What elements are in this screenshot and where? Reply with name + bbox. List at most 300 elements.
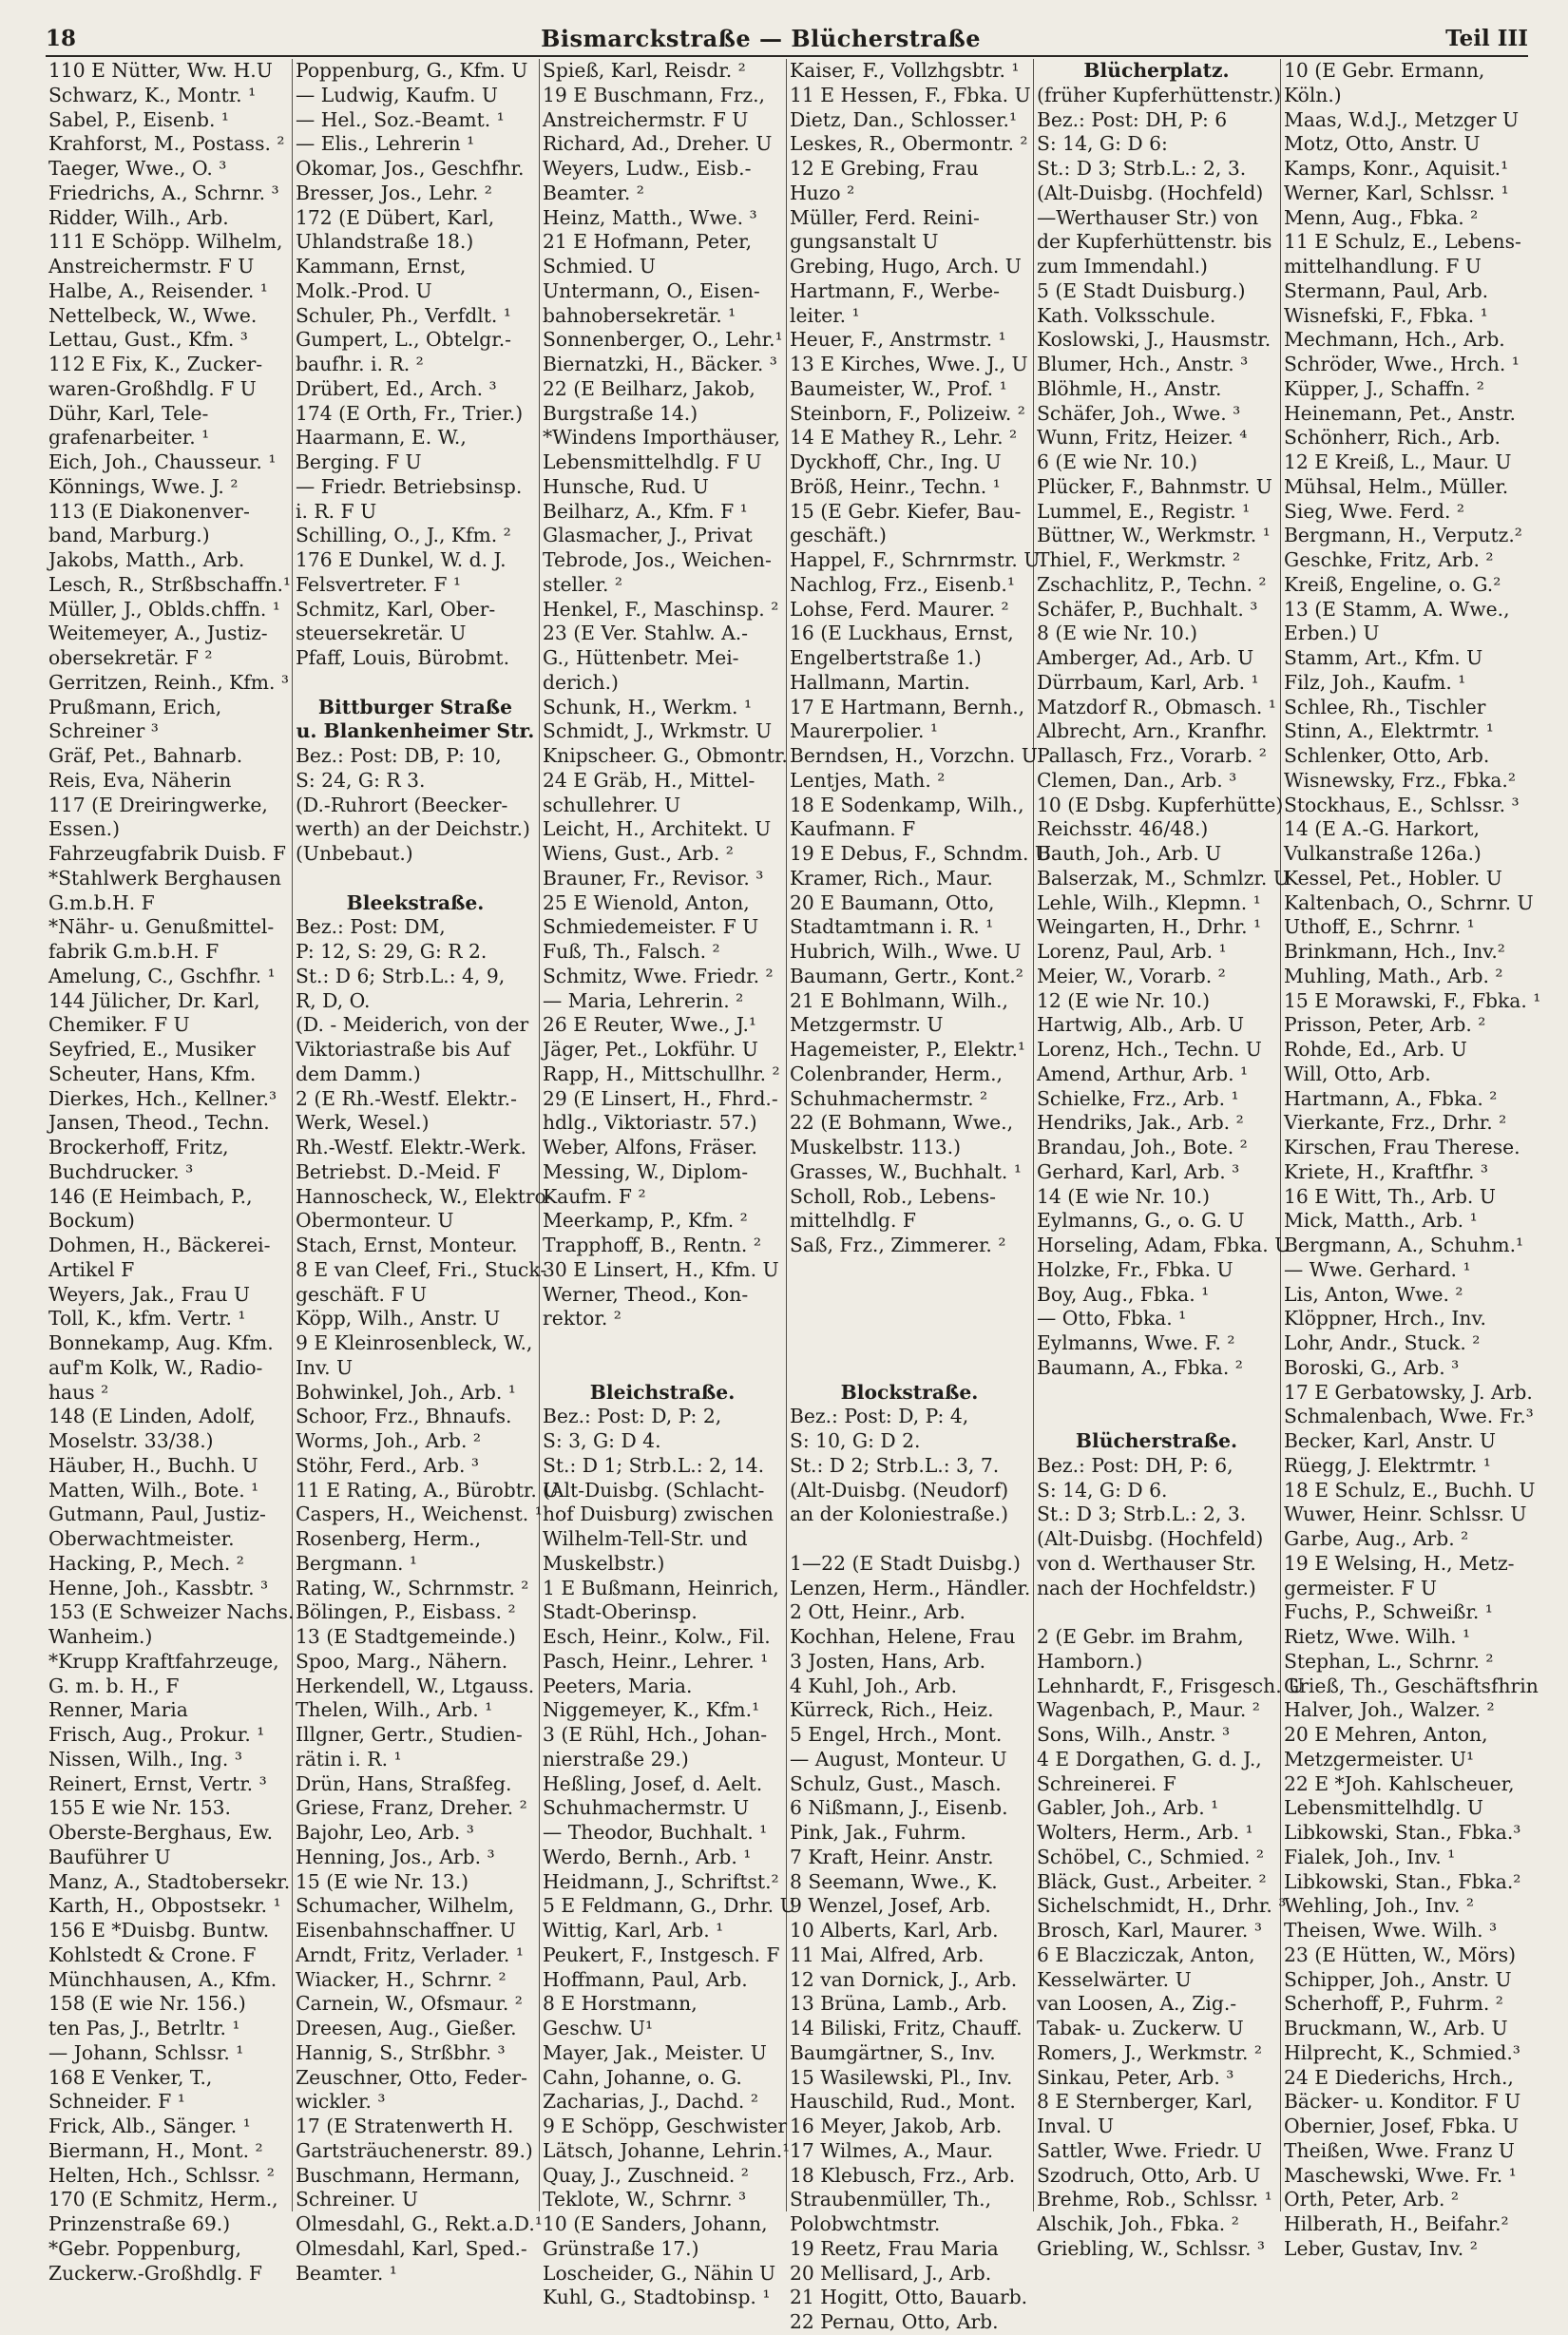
entry-line: 19 Reetz, Frau Maria (790, 2236, 999, 2260)
entry-line: Stach, Ernst, Monteur. (296, 1234, 518, 1256)
entry-line: 26 E Reuter, Wwe., J.¹ (543, 1013, 757, 1037)
entry-line: Hilberath, H., Beifahr.² (1284, 2212, 1509, 2235)
entry-line: Carnein, W., Ofsmaur. ² (296, 1992, 523, 2016)
entry-line: ten Pas, J., Betrltr. ¹ (48, 2017, 240, 2039)
entry-line: Brockerhoff, Fritz, (48, 1136, 229, 1158)
street-heading: Blücherplatz. (1083, 59, 1230, 82)
entry-line: Prinzenstraße 69.) (48, 2212, 231, 2235)
entry-line: Schilling, O., J., Kfm. ² (296, 524, 511, 547)
entry-line: Rh.-Westf. Elektr.-Werk. (296, 1136, 526, 1158)
entry-line: obersekretär. F ² (48, 646, 213, 669)
section-label: Teil III (1445, 25, 1528, 51)
entry-line: Heuer, F., Anstrmstr. ¹ (790, 328, 1006, 352)
entry-line: Schmitz, Wwe. Friedr. ² (543, 964, 774, 987)
entry-line: Leicht, H., Architekt. U (543, 817, 772, 841)
entry-line: Bez.: Post: DH, P: 6 (1037, 107, 1228, 131)
entry-line: Kamps, Konr., Aquisit.¹ (1284, 157, 1509, 180)
entry-line: Plücker, F., Bahnmstr. U (1037, 474, 1272, 498)
entry-line: 25 E Wienold, Anton, (543, 890, 750, 914)
entry-line: 13 (E Stamm, A. Wwe., (1284, 597, 1510, 621)
entry-line: 21 E Bohlmann, Wilh., (790, 988, 1008, 1012)
entry-line: Brehme, Rob., Schlssr. ¹ (1037, 2188, 1272, 2211)
entry-line: 10 Alberts, Karl, Arb. (790, 1919, 999, 1942)
blank-line (1037, 1405, 1276, 1429)
entry-line: Lesch, R., Strßbschaffn.¹ (48, 572, 292, 596)
entry-line: Lorenz, Hch., Techn. U (1037, 1038, 1262, 1061)
entry-line: Wehling, Joh., Inv. ² (1284, 1894, 1475, 1918)
entry-line: 110 E Nütter, Ww. H.U (48, 59, 273, 82)
entry-line: Lebensmittelhdlg. U (1284, 1796, 1483, 1820)
entry-line: Henning, Jos., Arb. ³ (296, 1845, 495, 1868)
entry-line: Muhling, Math., Arb. ² (1284, 964, 1503, 987)
entry-line: G. m. b. H., F (48, 1674, 180, 1697)
blank-line (790, 1356, 1029, 1381)
entry-line: 144 Jülicher, Dr. Karl, (48, 988, 260, 1012)
entry-line: Bonnekamp, Aug. Kfm. (48, 1331, 274, 1354)
entry-line: 176 E Dunkel, W. d. J. (296, 548, 507, 571)
entry-line: Lorenz, Paul, Arb. ¹ (1037, 940, 1227, 963)
entry-line: Scherhoff, P., Fuhrm. ² (1284, 1992, 1503, 2016)
entry-line: 22 Pernau, Otto, Arb. (790, 2310, 999, 2333)
entry-line: Kochhan, Helene, Frau (790, 1625, 1016, 1648)
entry-line: Mühsal, Helm., Müller. (1284, 474, 1509, 498)
entry-line: 146 (E Heimbach, P., (48, 1184, 253, 1208)
entry-line: rektor. ² (543, 1307, 621, 1330)
entry-line: Oberwachtmeister. (48, 1527, 235, 1550)
entry-line: Schumacher, Wilhelm, (296, 1894, 515, 1918)
entry-line: 113 (E Diakonenver- (48, 499, 250, 523)
entry-line: Meier, W., Vorarb. ² (1037, 964, 1226, 987)
entry-line: Stockhaus, E., Schlssr. ³ (1284, 793, 1520, 816)
entry-line: Geschke, Fritz, Arb. ² (1284, 548, 1494, 571)
entry-line: Wisnewsky, Frz., Fbka.² (1284, 768, 1516, 792)
entry-line: Mayer, Jak., Meister. U (543, 2040, 767, 2064)
entry-line: Tabak- u. Zuckerw. U (1037, 2017, 1244, 2039)
page-header (46, 21, 1528, 55)
entry-line: Hannoscheck, W., Elektro- (296, 1184, 553, 1208)
entry-line: wickler. ³ (296, 2090, 386, 2114)
entry-line: rätin i. R. ¹ (296, 1747, 402, 1770)
entry-line: Sattler, Wwe. Friedr. U (1037, 2138, 1262, 2162)
entry-line: leiter. ¹ (790, 303, 860, 327)
entry-line: Bölingen, P., Eisbass. ² (296, 1600, 516, 1624)
blank-line (1037, 1381, 1276, 1406)
entry-line: Tebrode, Jos., Weichen- (543, 548, 772, 571)
entry-line: Dietz, Dan., Schlosser.¹ (790, 107, 1018, 131)
entry-line: Berndsen, H., Vorzchn. U (790, 744, 1038, 767)
entry-line: Hauschild, Rud., Mont. (790, 2090, 1016, 2114)
entry-line: *Nähr- u. Genußmittel- (48, 915, 275, 939)
entry-line: 16 (E Luckhaus, Ernst, (790, 622, 1014, 645)
entry-line: Biermann, H., Mont. ² (48, 2138, 263, 2162)
entry-line: 14 (E A.-G. Harkort, (1284, 817, 1481, 841)
entry-line: Theisen, Wwe. Wilh. ³ (1284, 1919, 1498, 1942)
entry-line: Nettelbeck, W., Wwe. (48, 303, 258, 327)
entry-line: Maschewski, Wwe. Fr. ¹ (1284, 2163, 1517, 2187)
entry-line: Schmitz, Karl, Ober- (296, 597, 496, 621)
street-heading: Blücherstraße. (1075, 1429, 1238, 1452)
entry-line: 22 (E Beilharz, Jakob, (543, 376, 755, 400)
entry-line: Fuchs, P., Schweißr. ¹ (1284, 1600, 1493, 1624)
entry-line: Lohse, Ferd. Maurer. ² (790, 597, 1009, 621)
entry-line: Will, Otto, Arb. (1284, 1062, 1431, 1085)
entry-line: Essen.) (48, 817, 121, 841)
entry-line: 13 (E Stadtgemeinde.) (296, 1625, 516, 1648)
entry-line: Erben.) U (1284, 622, 1380, 645)
entry-line: Griese, Franz, Dreher. ² (296, 1796, 527, 1820)
entry-line: van Loosen, A., Zig.- (1037, 1992, 1237, 2016)
entry-line: Bez.: Post: D, P: 4, (790, 1405, 969, 1428)
entry-line: 22 E *Joh. Kahlscheuer, (1284, 1771, 1515, 1795)
entry-line: Eich, Joh., Chausseur. ¹ (48, 450, 277, 473)
entry-line: Worms, Joh., Arb. ² (296, 1429, 481, 1452)
blank-line (790, 1527, 1029, 1552)
entry-line: Köln.) (1284, 83, 1342, 106)
entry-line: Müller, Ferd. Reini- (790, 205, 980, 229)
entry-line: Schwarz, K., Montr. ¹ (48, 83, 257, 106)
entry-line: Heinz, Matth., Wwe. ³ (543, 205, 757, 229)
entry-line: Straubenmüller, Th., (790, 2188, 992, 2211)
entry-line: 19 E Debus, F., Schndm. U (790, 842, 1051, 865)
entry-line: Bohwinkel, Joh., Arb. ¹ (296, 1380, 516, 1404)
entry-line: 20 E Mehren, Anton, (1284, 1723, 1488, 1746)
entry-line: Clemen, Dan., Arb. ³ (1037, 768, 1237, 792)
entry-line: Jakobs, Matth., Arb. (48, 548, 245, 571)
entry-line: gungsanstalt U (790, 230, 939, 254)
entry-line: Drübert, Ed., Arch. ³ (296, 376, 497, 400)
entry-line: Blumer, Hch., Anstr. ³ (1037, 353, 1249, 375)
entry-line: Moselstr. 33/38.) (48, 1429, 214, 1452)
entry-line: 15 Wasilewski, Pl., Inv. (790, 2065, 1013, 2089)
entry-line: Metzgermeister. U¹ (1284, 1747, 1475, 1770)
entry-line: *Krupp Kraftfahrzeuge, (48, 1649, 279, 1673)
entry-line: Glasmacher, J., Privat (543, 524, 753, 547)
entry-line: Anstreichermstr. F U (48, 255, 255, 278)
entry-line: 15 (E Gebr. Kiefer, Bau- (790, 499, 1022, 523)
entry-line: Reichsstr. 46/48.) (1037, 817, 1209, 841)
entry-line: Klöppner, Hrch., Inv. (1284, 1307, 1486, 1330)
entry-line: Quay, J., Zuschneid. ² (543, 2163, 749, 2187)
directory-columns (46, 59, 1541, 2333)
entry-line: Wiacker, H., Schrnr. ² (296, 1967, 507, 1991)
entry-line: 5 Engel, Hrch., Mont. (790, 1723, 1003, 1746)
entry-line: Häuber, H., Buchh. U (48, 1453, 258, 1477)
entry-line: Wittig, Karl, Arb. ¹ (543, 1919, 724, 1942)
entry-line: Halver, Joh., Walzer. ² (1284, 1698, 1495, 1722)
entry-line: haus ² (48, 1380, 109, 1404)
entry-line: Schreinerei. F (1037, 1771, 1176, 1795)
entry-line: Schuler, Ph., Verfdlt. ¹ (296, 303, 511, 327)
entry-line: Münchhausen, A., Kfm. (48, 1967, 277, 1991)
entry-line: werth) an der Deichstr.) (296, 817, 530, 841)
entry-line: P: 12, S: 29, G: R 2. (296, 940, 488, 963)
entry-line: Teklote, W., Schrnr. ³ (543, 2188, 747, 2211)
entry-line: Theißen, Wwe. Franz U (1284, 2138, 1515, 2162)
entry-line: Romers, J., Werkmstr. ² (1037, 2040, 1263, 2064)
entry-line: St.: D 3; Strb.L.: 2, 3. (1037, 1502, 1247, 1526)
entry-line: Biernatzki, H., Bäcker. ³ (543, 353, 777, 375)
entry-line: (Alt-Duisbg. (Hochfeld) (1037, 181, 1264, 204)
entry-line: Kaufmann. F (790, 817, 916, 841)
entry-line: geschäft. F U (296, 1282, 428, 1306)
entry-line: Zschachlitz, P., Techn. ² (1037, 572, 1267, 596)
entry-line: Leskes, R., Obermontr. ² (790, 132, 1028, 156)
entry-line: Baumgärtner, S., Inv. (790, 2040, 996, 2064)
entry-line: Bröß, Heinr., Techn. ¹ (790, 474, 1001, 498)
entry-line: Werner, Theod., Kon- (543, 1282, 749, 1306)
entry-line: Menn, Aug., Fbka. ² (1284, 205, 1479, 229)
blank-line (790, 1258, 1029, 1283)
entry-line: Stermann, Paul, Arb. (1284, 278, 1489, 302)
entry-line: Lummel, E., Registr. ¹ (1037, 499, 1251, 523)
entry-line: 1 E Bußmann, Heinrich, (543, 1576, 779, 1599)
entry-line: Kürreck, Rich., Heiz. (790, 1698, 994, 1722)
entry-line: Inv. U (296, 1355, 354, 1379)
entry-line: 14 E Mathey R., Lehr. ² (790, 426, 1018, 450)
entry-line: 12 (E wie Nr. 10.) (1037, 988, 1210, 1012)
entry-line: Jäger, Pet., Lokführ. U (543, 1038, 758, 1061)
entry-line: Pallasch, Frz., Vorarb. ² (1037, 744, 1267, 767)
entry-line: Rohde, Ed., Arb. U (1284, 1038, 1467, 1061)
entry-line: Buschmann, Hermann, (296, 2163, 521, 2187)
entry-line: G., Hüttenbetr. Mei- (543, 646, 739, 669)
page-title: Bismarckstraße — Blücherstraße (541, 24, 982, 52)
entry-line: Obernier, Josef, Fbka. U (1284, 2115, 1520, 2137)
entry-line: Schäfer, P., Buchhalt. ³ (1037, 597, 1258, 621)
entry-line: Werk, Wesel.) (296, 1111, 430, 1135)
entry-line: Halbe, A., Reisender. ¹ (48, 278, 268, 302)
column-5 (1034, 59, 1305, 2260)
entry-line: Bez.: Post: DB, P: 10, (296, 744, 502, 767)
street-heading: Blockstraße. (840, 1380, 979, 1404)
entry-line: Schreiner. U (296, 2188, 419, 2211)
entry-line: 5 E Feldmann, G., Drhr. U (543, 1894, 796, 1918)
street-heading: Bleekstraße. (346, 890, 485, 914)
entry-line: R, D, O. (296, 988, 371, 1012)
entry-line: Wuwer, Heinr. Schlssr. U (1284, 1502, 1527, 1526)
entry-line: Messing, W., Diplom- (543, 1159, 749, 1183)
entry-line: Rosenberg, Herm., (296, 1527, 482, 1550)
entry-line: 15 (E wie Nr. 13.) (296, 1869, 468, 1893)
entry-line: Oberste-Berghaus, Ew. (48, 1821, 274, 1844)
column-3 (540, 59, 796, 2309)
entry-line: Hagemeister, P., Elektr.¹ (790, 1038, 1026, 1061)
entry-line: Hacking, P., Mech. ² (48, 1551, 244, 1575)
entry-line: Bergmann, A., Schuhm.¹ (1284, 1234, 1524, 1256)
entry-line: (D.-Ruhrort (Beecker- (296, 793, 508, 816)
entry-line: Nissen, Wilh., Ing. ³ (48, 1747, 242, 1770)
entry-line: 155 E wie Nr. 153. (48, 1796, 231, 1820)
entry-line: Küpper, J., Schaffn. ² (1284, 376, 1484, 400)
entry-line: Wisnefski, F., Fbka. ¹ (1284, 303, 1488, 327)
entry-line: mittelhdlg. F (790, 1209, 916, 1233)
entry-line: 156 E *Duisbg. Buntw. (48, 1919, 270, 1942)
entry-line: 9 E Kleinrosenbleck, W., (296, 1331, 533, 1354)
entry-line: schullehrer. U (543, 793, 681, 816)
entry-line: Hubrich, Wilh., Wwe. U (790, 940, 1022, 963)
entry-line: Pink, Jak., Fuhrm. (790, 1821, 966, 1844)
entry-line: Bresser, Jos., Lehr. ² (296, 181, 492, 204)
entry-line: (D. - Meiderich, von der (296, 1013, 529, 1037)
entry-line: Schulz, Gust., Masch. (790, 1771, 1002, 1795)
entry-line: Obermonteur. U (296, 1209, 454, 1233)
entry-line: 174 (E Orth, Fr., Trier.) (296, 401, 524, 425)
entry-line: waren-Großhdlg. F U (48, 376, 257, 400)
entry-line: 23 (E Hütten, W., Mörs) (1284, 1943, 1517, 1966)
column-6 (1281, 59, 1541, 2260)
entry-line: — Otto, Fbka. ¹ (1037, 1307, 1187, 1330)
entry-line: S: 14, G: D 6. (1037, 1478, 1168, 1502)
entry-line: Hoffmann, Paul, Arb. (543, 1967, 748, 1991)
entry-line: Libkowski, Stan., Fbka.² (1284, 1869, 1521, 1893)
entry-line: Muskelbstr. 113.) (790, 1136, 961, 1158)
entry-line: — August, Monteur. U (790, 1747, 1007, 1770)
entry-line: Boroski, G., Arb. ³ (1284, 1355, 1460, 1379)
entry-line: Hamborn.) (1037, 1649, 1143, 1673)
entry-line: 3 (E Rühl, Hch., Johan- (543, 1723, 768, 1746)
entry-line: 11 E Rating, A., Bürobtr. U (296, 1478, 560, 1502)
entry-line: 10 (E Gebr. Ermann, (1284, 59, 1485, 82)
entry-line: — Hel., Soz.-Beamt. ¹ (296, 107, 505, 131)
entry-line: Frick, Alb., Sänger. ¹ (48, 2115, 251, 2137)
entry-line: Kohlstedt & Crone. F (48, 1943, 257, 1966)
entry-line: derich.) (543, 670, 619, 694)
entry-line: 4 Kuhl, Joh., Arb. (790, 1674, 958, 1697)
entry-line: Brosch, Karl, Maurer. ³ (1037, 1919, 1262, 1942)
entry-line: 4 E Dorgathen, G. d. J., (1037, 1747, 1262, 1770)
entry-line: Wanheim.) (48, 1625, 153, 1648)
entry-line: Schmidt, J., Wrkmstr. U (543, 719, 773, 743)
entry-line: Burgstraße 14.) (543, 401, 698, 425)
entry-line: Hendriks, Jak., Arb. ² (1037, 1111, 1244, 1135)
entry-line: Okomar, Jos., Geschfhr. (296, 157, 525, 180)
entry-line: — Theodor, Buchhalt. ¹ (543, 1821, 768, 1844)
entry-line: Sinkau, Peter, Arb. ³ (1037, 2065, 1234, 2089)
entry-line: auf'm Kolk, W., Radio- (48, 1355, 263, 1379)
entry-line: 117 (E Dreiringwerke, (48, 793, 268, 816)
entry-line: 20 Mellisard, J., Arb. (790, 2261, 992, 2285)
entry-line: Schmalenbach, Wwe. Fr.³ (1284, 1405, 1534, 1428)
entry-line: Hannig, S., Strßbhr. ³ (296, 2040, 506, 2064)
entry-line: band, Marburg.) (48, 524, 210, 547)
entry-line: Bockum) (48, 1209, 135, 1233)
entry-line: Eisenbahnschaffner. U (296, 1919, 516, 1942)
entry-line: Scholl, Rob., Lebens- (790, 1184, 996, 1208)
entry-line: 168 E Venker, T., (48, 2065, 213, 2089)
entry-line: Fahrzeugfabrik Duisb. F (48, 842, 286, 865)
entry-line: Baumann, A., Fbka. ² (1037, 1355, 1243, 1379)
entry-line: Wolters, Herm., Arb. ¹ (1037, 1821, 1253, 1844)
entry-line: Hunsche, Rud. U (543, 474, 709, 498)
entry-line: 12 van Dornick, J., Arb. (790, 1967, 1018, 1991)
entry-line: — Friedr. Betriebsinsp. (296, 474, 523, 498)
entry-line: Anstreichermstr. F U (543, 107, 749, 131)
entry-line: Pfaff, Louis, Bürobmt. (296, 646, 510, 669)
entry-line: Baumeister, W., Prof. ¹ (790, 376, 1007, 400)
entry-line: i. R. F U (296, 499, 377, 523)
entry-line: Hilprecht, K., Schmied.³ (1284, 2040, 1520, 2064)
entry-line: Esch, Heinr., Kolw., Fil. (543, 1625, 771, 1648)
entry-line: Sonnenberger, O., Lehr.¹ (543, 328, 783, 352)
street-heading: Bittburger Straße (317, 695, 513, 718)
entry-line: steuersekretär. U (296, 622, 467, 645)
entry-line: Dühr, Karl, Tele- (48, 401, 209, 425)
entry-line: Schmied. U (543, 255, 657, 278)
entry-line: Cahn, Johanne, o. G. (543, 2065, 742, 2089)
entry-line: 8 E van Cleef, Fri., Stuck- (296, 1257, 547, 1281)
entry-line: Gartsträuchenerstr. 89.) (296, 2138, 533, 2162)
entry-line: 12 E Grebing, Frau (790, 157, 979, 180)
entry-line: Kammann, Ernst, (296, 255, 467, 278)
entry-line: steller. ² (543, 572, 623, 596)
entry-line: 29 (E Linsert, H., Fhrd.- (543, 1086, 778, 1110)
entry-line: 153 (E Schweizer Nachs. (48, 1600, 295, 1624)
entry-line: Hartmann, A., Fbka. ² (1284, 1086, 1498, 1110)
blank-line (296, 671, 535, 696)
entry-line: Kreiß, Engeline, o. G.² (1284, 572, 1501, 596)
entry-line: 17 (E Stratenwerth H. (296, 2115, 514, 2137)
entry-line: 11 E Hessen, F., Fbka. U (790, 83, 1031, 106)
entry-line: Szodruch, Otto, Arb. U (1037, 2163, 1261, 2187)
entry-line: Metzgermstr. U (790, 1013, 944, 1037)
entry-line: S: 24, G: R 3. (296, 768, 426, 792)
entry-line: Brandau, Joh., Bote. ² (1037, 1136, 1248, 1158)
entry-line: Geschw. U¹ (543, 2017, 654, 2039)
entry-line: Bergmann. ¹ (296, 1551, 418, 1575)
entry-line: Kramer, Rich., Maur. (790, 866, 993, 890)
entry-line: Nachlog, Frz., Eisenb.¹ (790, 572, 1015, 596)
entry-line: 21 Hogitt, Otto, Bauarb. (790, 2286, 1028, 2309)
entry-line: Maurerpolier. ¹ (790, 719, 938, 743)
entry-line: zum Immendahl.) (1037, 255, 1208, 278)
entry-line: 19 E Buschmann, Frz., (543, 83, 765, 106)
entry-line: Untermann, O., Eisen- (543, 278, 760, 302)
entry-line: Scheuter, Hans, Kfm. (48, 1062, 257, 1085)
entry-line: 2 Ott, Heinr., Arb. (790, 1600, 966, 1624)
entry-line: Motz, Otto, Anstr. U (1284, 132, 1481, 156)
entry-line: Rietz, Wwe. Wilh. ¹ (1284, 1625, 1471, 1648)
entry-line: Grünstraße 17.) (543, 2236, 699, 2260)
entry-line: (Alt-Duisbg. (Hochfeld) (1037, 1527, 1264, 1550)
entry-line: Dohmen, H., Bäckerei- (48, 1234, 271, 1256)
blank-line (543, 1356, 782, 1381)
entry-line: Matzdorf R., Obmasch. ¹ (1037, 695, 1276, 718)
entry-line: 172 (E Dübert, Karl, (296, 205, 495, 229)
entry-line: 14 Biliski, Fritz, Chauff. (790, 2017, 1023, 2039)
entry-line: 148 (E Linden, Adolf, (48, 1405, 256, 1428)
entry-line: Chemiker. F U (48, 1013, 190, 1037)
entry-line: Holzke, Fr., Fbka. U (1037, 1257, 1233, 1281)
entry-line: 158 (E wie Nr. 156.) (48, 1992, 246, 2016)
entry-line: Ridder, Wilh., Arb. (48, 205, 229, 229)
entry-line: Schmiedemeister. F U (543, 915, 759, 939)
blank-line (790, 1331, 1029, 1356)
entry-line: Lentjes, Math. ² (790, 768, 946, 792)
entry-line: Poppenburg, G., Kfm. U (296, 59, 528, 82)
entry-line: Sabel, P., Eisenb. ¹ (48, 107, 229, 131)
entry-line: Griebling, W., Schlssr. ³ (1037, 2236, 1266, 2260)
entry-line: Kaltenbach, O., Schrnr. U (1284, 890, 1534, 914)
entry-line: 18 E Schulz, E., Buchh. U (1284, 1478, 1536, 1502)
entry-line: Seyfried, E., Musiker (48, 1038, 256, 1061)
entry-line: St.: D 1; Strb.L.: 2, 14. (543, 1453, 765, 1477)
header-rule (46, 55, 1528, 57)
entry-line: Fialek, Joh., Inv. ¹ (1284, 1845, 1456, 1868)
entry-line: Mechmann, Hch., Arb. (1284, 328, 1505, 352)
entry-line: 17 E Gerbatowsky, J. Arb. (1284, 1380, 1533, 1404)
entry-line: Fuß, Th., Falsch. ² (543, 940, 720, 963)
entry-line: Becker, Karl, Anstr. U (1284, 1429, 1496, 1452)
